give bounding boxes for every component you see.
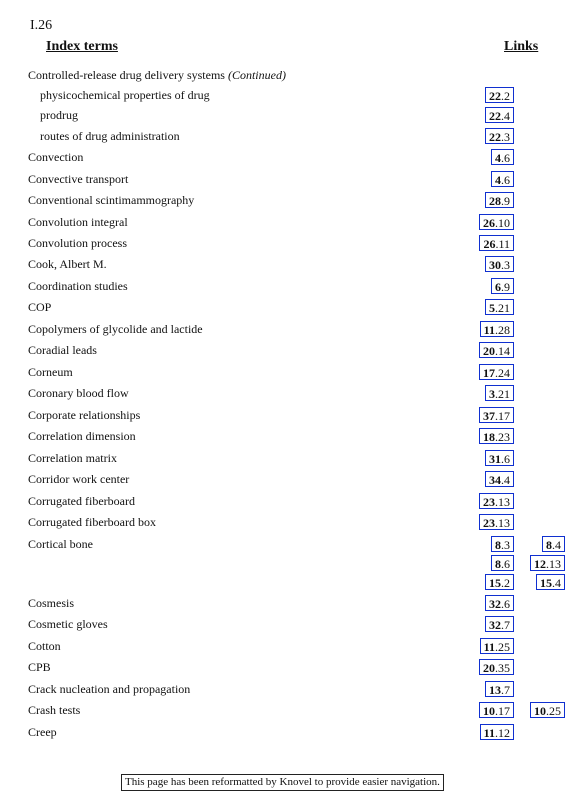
page-link-button[interactable] [536,574,565,590]
index-entry-row [0,428,581,448]
link-chapter: 5 [489,301,495,315]
page-link-button[interactable] [480,321,514,337]
index-term [28,386,129,400]
page-link-button[interactable] [480,638,514,654]
index-term [28,215,128,229]
link-chapter: 28 [489,194,501,208]
index-entry-row [0,278,581,298]
index-term-text: Convolution process [28,236,127,250]
index-term [28,150,83,164]
index-entry-row [0,321,581,341]
page-link-button[interactable] [479,364,514,380]
link-chapter: 8 [495,557,501,571]
index-term [28,429,136,443]
link-page: .2 [501,89,510,103]
link-chapter: 8 [495,538,501,552]
link-page: .7 [501,683,510,697]
page-link-button[interactable] [479,514,514,530]
index-term-text: Corneum [28,365,73,379]
index-entry-row [0,149,581,169]
index-term [28,322,203,336]
index-term [28,725,57,739]
page-link-button[interactable] [491,555,514,571]
index-term [28,257,107,271]
page-link-button[interactable] [479,702,514,718]
link-page: .9 [501,194,510,208]
page-link-button[interactable] [530,702,565,718]
index-term [28,365,73,379]
link-chapter: 32 [489,618,501,632]
link-page: .3 [501,258,510,272]
link-chapter: 30 [489,258,501,272]
link-chapter: 6 [495,280,501,294]
link-page: .4 [552,538,561,552]
index-term [28,515,156,529]
link-page: .28 [495,323,510,337]
link-chapter: 12 [534,557,546,571]
link-page: .25 [495,640,510,654]
page-link-button[interactable] [479,235,514,251]
link-page: .6 [501,452,510,466]
link-chapter: 37 [483,409,495,423]
page-link-button[interactable] [491,536,514,552]
index-term-text: Convolution integral [28,215,128,229]
index-entry-row [0,681,581,701]
page-link-button[interactable] [485,595,514,611]
page-link-button[interactable] [485,299,514,315]
index-term [28,639,61,653]
link-page: .13 [546,557,561,571]
index-entry-row [0,659,581,679]
link-chapter: 15 [540,576,552,590]
link-chapter: 17 [483,366,495,380]
page-number: I.26 [30,18,53,33]
page-link-button[interactable] [542,536,565,552]
link-chapter: 11 [483,726,495,740]
link-page: .6 [501,151,510,165]
page-link-button[interactable] [485,616,514,632]
link-page: .4 [501,473,510,487]
index-term [28,279,128,293]
index-term-text: Conventional scintimammography [28,193,195,207]
link-chapter: 32 [489,597,501,611]
link-page: .6 [501,173,510,187]
index-term-text: Crash tests [28,703,81,717]
index-term-text: Corrugated fiberboard [28,494,135,508]
page-link-button[interactable] [485,574,514,590]
index-term-text: Controlled-release drug delivery systems [28,68,225,82]
page-link-button[interactable] [485,128,514,144]
index-entry-row [0,724,581,744]
index-term-text: Coordination studies [28,279,128,293]
index-entry-row [0,235,581,255]
link-page: .11 [495,237,510,251]
index-term [28,68,286,82]
link-page: .9 [501,280,510,294]
link-chapter: 11 [483,640,495,654]
index-subterm [40,129,180,143]
link-chapter: 3 [489,387,495,401]
index-entry-row [0,574,581,594]
link-page: .35 [495,661,510,675]
index-term [28,660,51,674]
index-term-text: physicochemical properties of drug [40,88,210,102]
page-link-button[interactable] [480,724,514,740]
index-entry-row [0,364,581,384]
index-entry-row [0,450,581,470]
index-entry-row [0,536,581,556]
index-entry-row [0,493,581,513]
link-page: .14 [495,344,510,358]
index-term [28,537,93,551]
index-term-text: Correlation dimension [28,429,136,443]
index-term-text: Correlation matrix [28,451,117,465]
page-link-button[interactable] [479,407,514,423]
index-term [28,682,190,696]
index-term [28,172,128,186]
link-chapter: 8 [546,538,552,552]
index-entry-row [0,107,581,127]
index-term [28,596,74,610]
index-term-text: Copolymers of glycolide and lactide [28,322,203,336]
link-page: .21 [495,301,510,315]
link-page: .6 [501,557,510,571]
link-chapter: 22 [489,89,501,103]
index-term-text: Cortical bone [28,537,93,551]
page-link-button[interactable] [491,149,514,165]
index-terms-header: Index terms [46,39,118,54]
link-chapter: 4 [495,151,501,165]
link-page: .4 [552,576,561,590]
link-page: .3 [501,538,510,552]
link-chapter: 13 [489,683,501,697]
link-chapter: 23 [483,495,495,509]
page-link-button[interactable] [485,681,514,697]
index-term-text: Creep [28,725,57,739]
page-link-button[interactable] [485,385,514,401]
link-page: .13 [495,495,510,509]
index-entry-row [0,299,581,319]
link-chapter: 34 [489,473,501,487]
link-page: .7 [501,618,510,632]
index-term [28,408,140,422]
index-entry-row [0,256,581,276]
page-link-button[interactable] [485,471,514,487]
index-term-text: Cosmetic gloves [28,617,108,631]
index-term-text: Corridor work center [28,472,130,486]
index-entry-row [0,214,581,234]
link-chapter: 4 [495,173,501,187]
page-link-button[interactable] [530,555,565,571]
index-entry-row [0,616,581,636]
link-page: .17 [495,409,510,423]
index-entry-row [0,67,581,87]
index-subterm [40,88,210,102]
link-chapter: 22 [489,109,501,123]
index-term-text: Corrugated fiberboard box [28,515,156,529]
link-chapter: 31 [489,452,501,466]
page-link-button[interactable] [479,659,514,675]
page-link-button[interactable] [491,278,514,294]
index-subterm [40,108,78,122]
link-chapter: 20 [483,661,495,675]
link-page: .23 [495,430,510,444]
index-term [28,236,127,250]
index-entry-row [0,555,581,575]
link-chapter: 11 [483,323,495,337]
index-term-text: Cosmesis [28,596,75,610]
index-entry-row [0,342,581,362]
page-link-button[interactable] [479,428,514,444]
link-chapter: 10 [534,704,546,718]
link-chapter: 26 [483,237,496,251]
index-entry-row [0,87,581,107]
link-chapter: 15 [489,576,501,590]
index-term-text: Crack nucleation and propagation [28,682,191,696]
link-chapter: 20 [483,344,495,358]
index-entry-row [0,471,581,491]
index-term [28,451,117,465]
link-page: .24 [495,366,510,380]
link-page: .17 [495,704,510,718]
page-link-button[interactable] [485,87,514,103]
continued-label: (Continued) [227,68,286,82]
index-entry-row [0,638,581,658]
index-term [28,494,135,508]
page-link-button[interactable] [485,256,514,272]
link-page: .2 [501,576,510,590]
link-page: .13 [495,516,510,530]
index-term-text: Coronary blood flow [28,386,129,400]
index-term-text: Corporate relationships [28,408,141,422]
page-link-button[interactable] [491,171,514,187]
index-entry-row [0,514,581,534]
index-term-text: prodrug [40,108,78,122]
page-link-button[interactable] [479,493,514,509]
link-page: .10 [495,216,510,230]
index-term-text: Cotton [28,639,61,653]
index-term-text: Cook, Albert M. [28,257,107,271]
index-term-text: CPB [28,660,51,674]
index-term [28,343,97,357]
index-entry-row [0,702,581,722]
page-link-button[interactable] [485,192,514,208]
link-chapter: 26 [483,216,495,230]
index-term-text: COP [28,300,52,314]
index-entry-row [0,128,581,148]
link-page: .12 [495,726,510,740]
link-page: .21 [495,387,510,401]
page-link-button[interactable] [485,107,514,123]
link-chapter: 23 [483,516,495,530]
index-term [28,472,129,486]
index-term-text: Convective transport [28,172,129,186]
index-term [28,193,194,207]
index-entry-row [0,171,581,191]
link-chapter: 10 [483,704,495,718]
page-link-button[interactable] [485,450,514,466]
index-term [28,300,51,314]
page-link-button[interactable] [479,214,514,230]
index-entry-row [0,192,581,212]
link-chapter: 22 [489,130,501,144]
link-page: .4 [501,109,510,123]
link-page: .25 [546,704,561,718]
link-page: .6 [501,597,510,611]
links-header: Links [504,39,539,54]
index-term-text: Convection [28,150,84,164]
link-page: .3 [501,130,510,144]
index-entry-row [0,407,581,427]
link-chapter: 18 [483,430,495,444]
index-term [28,703,80,717]
index-term-text: routes of drug administration [40,129,180,143]
index-term-text: Coradial leads [28,343,97,357]
index-term [28,617,108,631]
page-link-button[interactable] [479,342,514,358]
knovel-footer-notice: This page has been reformatted by Knovel to provide easier navigation. [121,774,444,791]
index-entry-row [0,385,581,405]
index-entry-row [0,595,581,615]
